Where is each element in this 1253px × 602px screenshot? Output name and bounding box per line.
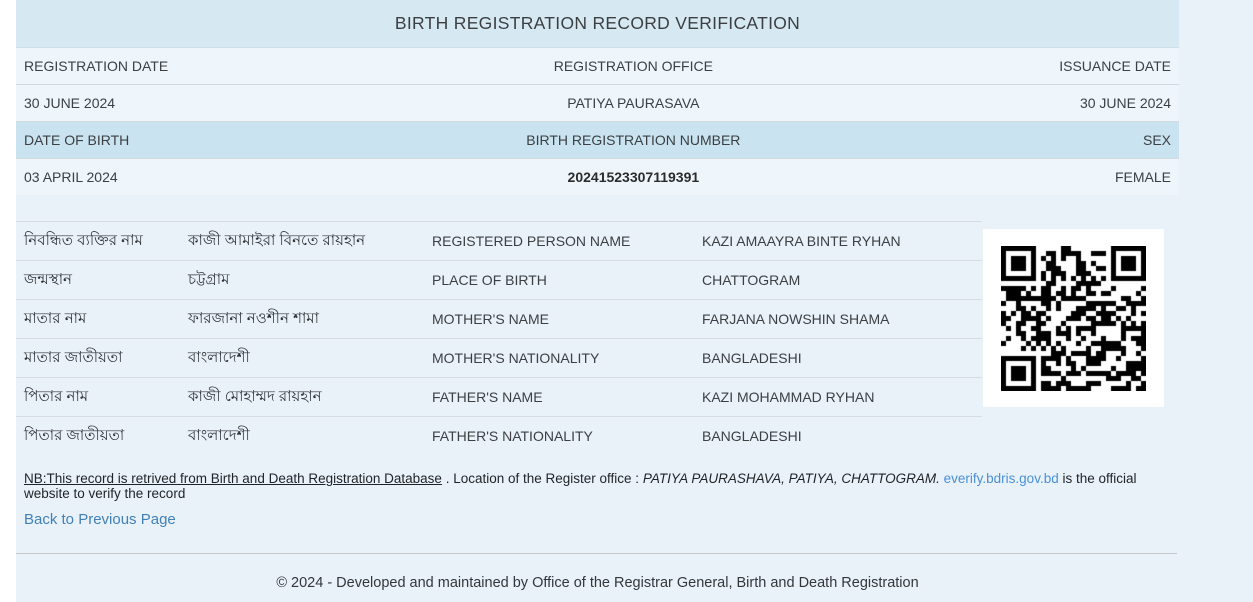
- bn-label: মাতার নাম: [24, 309, 87, 327]
- details-table: [16, 221, 982, 455]
- qr-code-image: [1001, 246, 1146, 391]
- bn-value: ফারজানা নওশীন শামা: [188, 309, 319, 327]
- everify-link[interactable]: everify.bdris.gov.bd: [943, 471, 1059, 486]
- nb-office-location: PATIYA PAURASHAVA, PATIYA, CHATTOGRAM.: [642, 471, 940, 486]
- sex-value: FEMALE: [1114, 169, 1171, 185]
- en-label: FATHER'S NAME: [432, 389, 543, 405]
- issuance-date-value: 30 JUNE 2024: [1079, 95, 1171, 111]
- details-row-father-name: [16, 377, 982, 416]
- sex-label: SEX: [1142, 132, 1171, 148]
- summary-values-row-2: [16, 159, 1179, 195]
- page-background: [16, 0, 1253, 602]
- date-of-birth-label: DATE OF BIRTH: [24, 132, 130, 148]
- registration-office-label: REGISTRATION OFFICE: [553, 58, 713, 74]
- bn-label: পিতার নাম: [24, 387, 89, 405]
- summary-labels-row-2: [16, 122, 1179, 159]
- bn-value: চট্টগ্রাম: [188, 270, 230, 288]
- registration-office-value: PATIYA PAURASAVA: [567, 95, 700, 111]
- en-value: FARJANA NOWSHIN SHAMA: [702, 311, 890, 327]
- page-header-bar: [16, 0, 1179, 48]
- details-section: [16, 221, 1179, 455]
- registration-date-value: 30 JUNE 2024: [24, 95, 116, 111]
- en-value: BANGLADESHI: [702, 428, 802, 444]
- bn-label: নিবন্ধিত ব্যক্তির নাম: [24, 231, 143, 249]
- birth-registration-number-value: 20241523307119391: [567, 169, 700, 185]
- details-row-registered-person: [16, 221, 982, 260]
- bn-value: কাজী মোহাম্মদ রায়হান: [188, 387, 322, 405]
- details-row-mother-name: [16, 299, 982, 338]
- birth-registration-number-label: BIRTH REGISTRATION NUMBER: [526, 132, 741, 148]
- en-value: KAZI MOHAMMAD RYHAN: [702, 389, 875, 405]
- en-value: CHATTOGRAM: [702, 272, 801, 288]
- nb-underlined-text: NB:This record is retrived from Birth and Death Registration Database: [24, 471, 442, 486]
- en-label: PLACE OF BIRTH: [432, 272, 547, 288]
- bn-label: জন্মস্থান: [24, 270, 73, 288]
- nb-note: [24, 471, 1179, 501]
- details-row-father-nationality: [16, 416, 982, 455]
- details-row-mother-nationality: [16, 338, 982, 377]
- issuance-date-label: ISSUANCE DATE: [1059, 58, 1171, 74]
- en-label: REGISTERED PERSON NAME: [432, 233, 631, 249]
- nb-separator-text: . Location of the Register office :: [441, 471, 643, 486]
- en-label: MOTHER'S NATIONALITY: [432, 350, 600, 366]
- summary-labels-row-1: [16, 48, 1179, 85]
- summary-values-row-1: [16, 85, 1179, 122]
- summary-table: [16, 48, 1179, 195]
- en-value: BANGLADESHI: [702, 350, 802, 366]
- record-content: [16, 0, 1179, 529]
- page-title: BIRTH REGISTRATION RECORD VERIFICATION: [394, 13, 801, 33]
- bn-label: পিতার জাতীয়তা: [24, 426, 125, 444]
- en-label: FATHER'S NATIONALITY: [432, 428, 593, 444]
- bn-value: কাজী আমাইরা বিনতে রায়হান: [188, 231, 366, 249]
- bn-value: বাংলাদেশী: [188, 426, 250, 444]
- bn-value: বাংলাদেশী: [188, 348, 250, 366]
- en-value: KAZI AMAAYRA BINTE RYHAN: [702, 233, 901, 249]
- back-to-previous-link[interactable]: Back to Previous Page: [24, 511, 176, 528]
- en-label: MOTHER'S NAME: [432, 311, 550, 327]
- nb-suffix-text: is the official website to verify the record: [24, 471, 1137, 501]
- footer-text: © 2024 - Developed and maintained by Office of the Registrar General, Birth and Death Registration: [276, 575, 919, 591]
- registration-date-label: REGISTRATION DATE: [24, 58, 169, 74]
- details-row-place-of-birth: [16, 260, 982, 299]
- qr-code: [983, 229, 1164, 407]
- date-of-birth-value: 03 APRIL 2024: [24, 169, 118, 185]
- bn-label: মাতার জাতীয়তা: [24, 348, 123, 366]
